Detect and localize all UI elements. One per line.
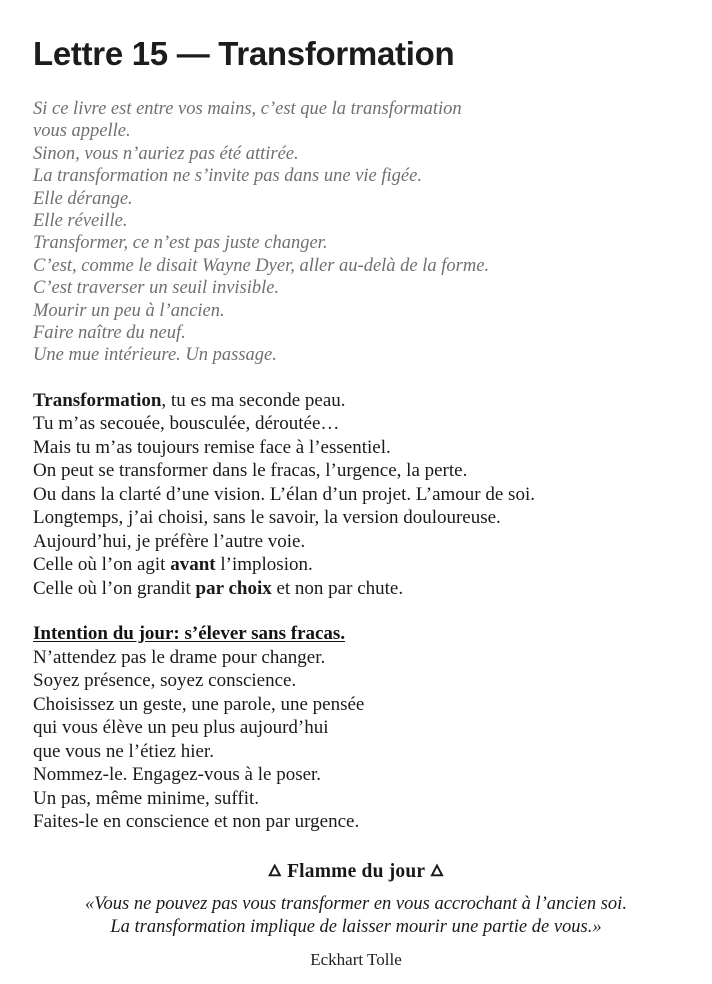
intro-line: C’est, comme le disait Wayne Dyer, aller au-delà de la forme.: [33, 255, 490, 276]
body-line: [33, 436, 679, 460]
body-text-run: et non par chute.: [271, 577, 404, 599]
intention-block: [33, 622, 679, 834]
flamme-du-jour-label: Flamme du jour: [287, 860, 425, 882]
body-text-run: Celle où l’on agit: [33, 554, 171, 576]
body-line: [33, 483, 679, 507]
body-text-run: Longtemps, j’ai choisi, sans le savoir, la version douloureuse.: [33, 507, 501, 529]
body-text-run: On peut se transformer dans le fracas, l’urgence, la perte.: [33, 460, 468, 482]
intention-lines: [33, 646, 679, 834]
body-line: [33, 577, 679, 601]
flame-icon-left: 🜂: [267, 862, 282, 880]
quote-line: «Vous ne pouvez pas vous transformer en vous accrochant à l’ancien soi.: [85, 893, 627, 914]
intention-heading: Intention du jour: s’élever sans fracas.: [33, 623, 346, 645]
body-text-run: Aujourd’hui, je préfère l’autre voie.: [33, 530, 306, 552]
intention-heading-wrap: [33, 622, 679, 646]
body-line: [33, 506, 679, 530]
intro-line: C’est traverser un seuil invisible.: [33, 278, 280, 299]
intro-line: Elle dérange.: [33, 188, 133, 209]
intention-line: Nommez-le. Engagez-vous à le poser.: [33, 764, 322, 786]
body-text-run: , tu es ma seconde peau.: [161, 389, 346, 411]
quote-line: La transformation implique de laisser mourir une partie de vous.»: [110, 917, 602, 938]
body-line: [33, 412, 679, 436]
body-line: [33, 389, 679, 413]
body-line: [33, 530, 679, 554]
body-line: [33, 459, 679, 483]
intention-line: Soyez présence, soyez conscience.: [33, 670, 297, 692]
body-block: [33, 389, 679, 601]
intro-line: Sinon, vous n’auriez pas été attirée.: [33, 143, 299, 164]
body-text-run: Ou dans la clarté d’une vision. L’élan d’un projet. L’amour de soi.: [33, 483, 535, 505]
body-text-run: l’implosion.: [215, 554, 313, 576]
intro-line: La transformation ne s’invite pas dans une vie figée.: [33, 166, 422, 187]
intro-line: Une mue intérieure. Un passage.: [33, 345, 277, 366]
intention-line: Choisissez un geste, une parole, une pensée: [33, 693, 365, 715]
body-text-run: Mais tu m’as toujours remise face à l’essentiel.: [33, 436, 391, 458]
flamme-du-jour-section: [33, 860, 679, 970]
flame-icon-right: 🜂: [430, 862, 445, 880]
quote-block: [33, 893, 679, 940]
body-text-run: Celle où l’on grandit: [33, 577, 196, 599]
intro-block: [33, 98, 679, 367]
intention-line: Faites-le en conscience et non par urgence.: [33, 811, 360, 833]
body-emphasis: avant: [170, 554, 216, 576]
intro-line: Transformer, ce n’est pas juste changer.: [33, 233, 328, 254]
intention-line: que vous ne l’étiez hier.: [33, 740, 214, 762]
intro-line: Mourir un peu à l’ancien.: [33, 300, 225, 321]
body-emphasis: Transformation: [33, 389, 162, 411]
intention-line: Un pas, même minime, suffit.: [33, 787, 260, 809]
intro-line: vous appelle.: [33, 121, 131, 142]
intention-line: N’attendez pas le drame pour changer.: [33, 646, 326, 668]
body-emphasis: par choix: [195, 577, 272, 599]
flamme-du-jour-heading: [33, 860, 679, 884]
intro-line: Faire naître du neuf.: [33, 323, 186, 344]
intro-line: Si ce livre est entre vos mains, c’est que la transformation: [33, 98, 462, 119]
page-title: Lettre 15 — Transformation: [33, 35, 455, 72]
body-line: [33, 553, 679, 577]
quote-attribution: Eckhart Tolle: [310, 949, 402, 969]
intro-line: Elle réveille.: [33, 210, 128, 231]
intention-line: qui vous élève un peu plus aujourd’hui: [33, 717, 329, 739]
body-text-run: Tu m’as secouée, bousculée, déroutée…: [33, 413, 340, 435]
